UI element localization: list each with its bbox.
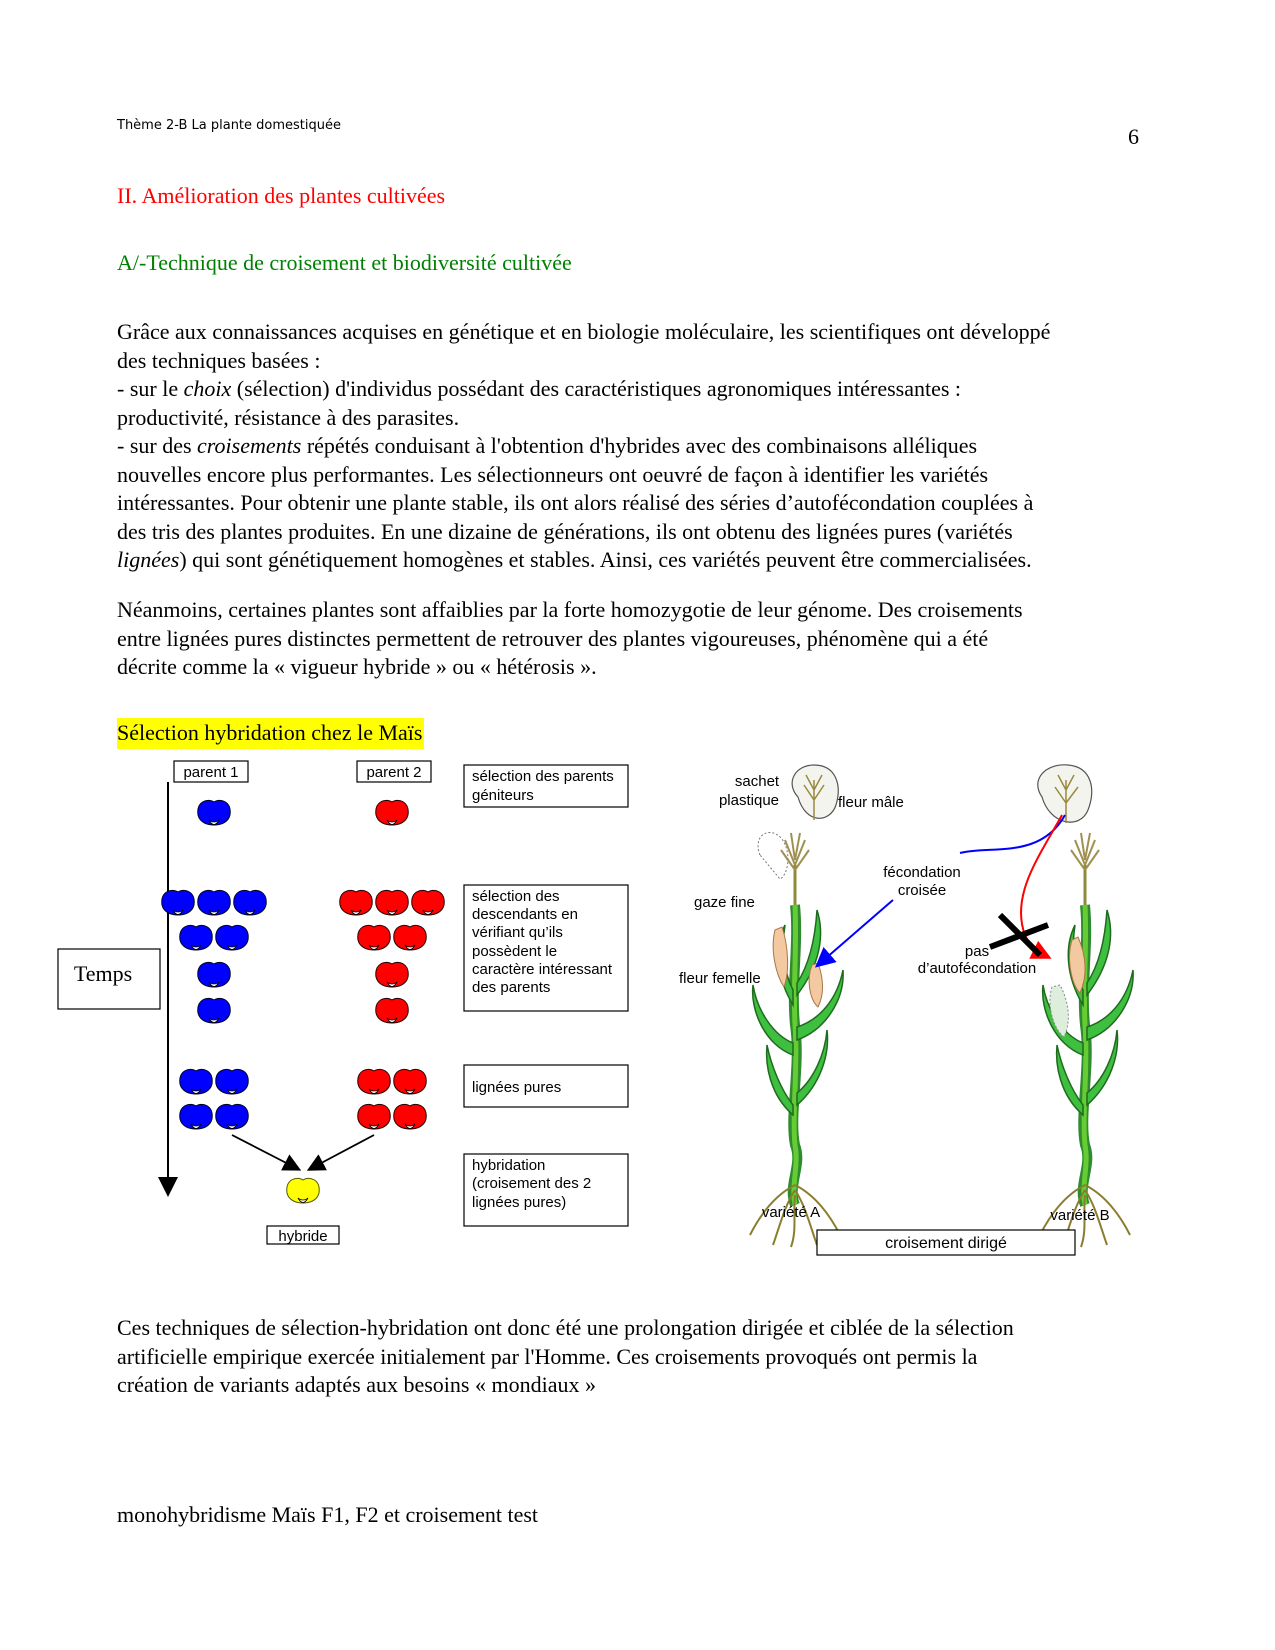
red-kernel [358,1104,390,1129]
directed-cross-label: croisement dirigé [885,1235,1007,1252]
maize-selection-diagram [0,764,1275,1335]
highlighted-heading: Sélection hybridation chez le Maïs [117,718,424,749]
text-line [117,375,1175,404]
hybrid-label: hybride [278,1228,328,1245]
text-line: des tris des plantes produites. En une dizaine de générations, ils ont obtenu des lignées pures (variétés [117,518,1013,544]
text-line: intéressantes. Pour obtenir une plante stable, ils ont alors réalisé des séries d’autofécondation couplées à [117,490,1034,515]
red-kernel [358,1069,390,1094]
emphasis-lignees: lignées [117,547,180,572]
no-self-label-line2: d’autofécondation [917,960,1037,977]
step2-line: vérifiant qu’ils [472,924,563,941]
step4-line: lignées pures) [472,1194,567,1211]
maize-plant-variety-a [750,833,843,1247]
plastic-bag-b [1038,765,1092,822]
female-flower-a-ear-2 [809,963,822,1007]
text-line: Ces techniques de sélection-hybridation ont donc été une prolongation dirigée et ciblée de la sélection [117,1315,1014,1340]
red-kernel [358,925,390,950]
text-line [117,432,1175,461]
bag-label-line1: sachet [734,773,780,790]
text-span: - sur des [117,433,198,458]
blue-kernel [216,1069,248,1094]
parent1-kernel [198,800,230,825]
cross-label-line2: croisée [897,882,947,899]
variety-b-label: variété B [1050,1207,1110,1224]
bag-label-line2: plastique [718,792,780,809]
text-line: des techniques basées : [117,347,321,373]
step2-line: caractère intéressant [472,961,613,978]
hybrid-kernel [287,1178,319,1203]
paragraph-heterosis [117,596,1175,682]
emphasis-croisements: croisements [197,433,302,458]
text-span: répétés conduisant à l'obtention d'hybrides avec des combinaisons alléliques [301,433,978,458]
text-line: décrite comme la « vigueur hybride » ou « hétérosis ». [117,654,597,679]
parent2-label: parent 2 [366,764,422,781]
cross-mark [990,925,1048,947]
red-kernel [340,890,372,915]
step4-line: (croisement des 2 [472,1175,592,1192]
female-flower-label: fleur femelle [679,970,761,987]
text-line: Néanmoins, certaines plantes sont affaiblies par la forte homozygotie de leur génome. Des croisements [117,597,1023,622]
text-span: ) qui sont génétiquement homogènes et stables. Ainsi, ces variétés peuvent être commercialisées. [179,547,1032,572]
blue-kernel [180,1069,212,1094]
gauze-label: gaze fine [694,894,755,911]
red-kernel [412,890,444,915]
cross-fertilisation-arrow [818,900,893,965]
blue-kernel [198,962,230,987]
text-line: nouvelles encore plus performantes. Les sélectionneurs ont oeuvré de façon à identifier les variétés [117,461,989,487]
step4-line: hybridation [472,1157,546,1174]
blue-kernel [180,925,212,950]
step3-line: lignées pures [472,1079,562,1096]
page-number: 6 [1128,124,1139,149]
time-label: Temps [73,961,133,986]
red-kernel [376,962,408,987]
step1-line: géniteurs [472,787,534,804]
text-line: productivité, résistance à des parasites. [117,404,460,430]
text-line: entre lignées pures distinctes permettent de retrouver des plantes vigoureuses, phénomène qui a été [117,625,989,651]
red-kernel [394,925,426,950]
text-line [117,546,1175,575]
text-line: artificielle empirique exercée initialement par l'Homme. Ces croisements provoqués ont permis la [117,1343,978,1369]
step1-line: sélection des parents [472,768,614,785]
no-self-label-line1: pas [964,943,990,960]
red-kernel [394,1069,426,1094]
step2-line: possèdent le [472,943,558,960]
parent1-label: parent 1 [183,764,239,781]
running-header: Thème 2-B La plante domestiquée [117,118,341,133]
blue-kernel [216,925,248,950]
blue-kernel [234,890,266,915]
step2-line: sélection des [472,888,560,905]
red-kernel [394,1104,426,1129]
maize-plant-variety-b [1040,833,1133,1247]
blue-kernel [198,890,230,915]
cross-arrow-left [232,1135,298,1169]
emphasis-choix: choix [183,376,232,401]
text-span: (sélection) d'individus possédant des caractéristiques agronomiques intéressantes : [231,376,962,401]
female-flower-a-ear [773,927,787,987]
blue-kernel [162,890,194,915]
step2-line: descendants en [472,906,578,923]
paragraph-conclusion [117,1314,1175,1400]
male-flower-label: fleur mâle [838,794,904,811]
blue-kernel [180,1104,212,1129]
text-line: Grâce aux connaissances acquises en génétique et en biologie moléculaire, les scientifiques ont développé [117,319,1051,344]
step2-line: des parents [472,979,551,996]
subsection-title: A/-Technique de croisement et biodiversité cultivée [117,250,572,275]
text-line: création de variants adaptés aux besoins « mondiaux » [117,1372,596,1397]
cross-arrow-right [310,1135,374,1169]
section-title: II. Amélioration des plantes cultivées [117,183,446,208]
gauze-top-a [758,832,788,879]
blue-kernel [198,998,230,1023]
text-span: - sur le [117,376,184,401]
cross-label-line1: fécondation [883,864,961,881]
red-kernel [376,998,408,1023]
blue-kernel [216,1104,248,1129]
plastic-bag-a [792,765,838,818]
footer-line: monohybridisme Maïs F1, F2 et croisement test [117,1502,539,1527]
paragraph-intro [117,318,1175,575]
red-kernel [376,890,408,915]
pollen-path-blue [960,815,1065,853]
variety-a-label: variété A [761,1204,821,1221]
parent2-kernel [376,800,408,825]
